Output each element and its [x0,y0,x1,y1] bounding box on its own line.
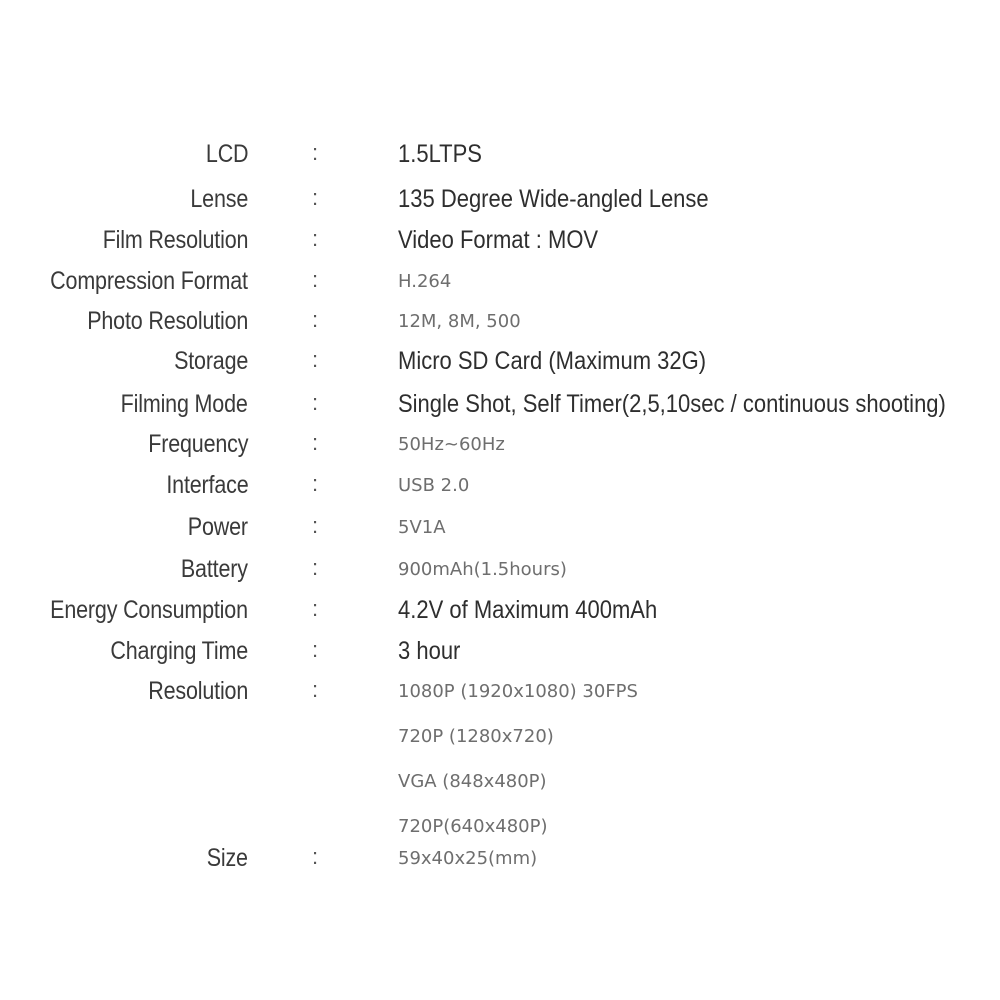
spec-value [398,267,451,292]
spec-value-line: 135 Degree Wide-angled Lense [398,185,709,213]
spec-row-film-resolution [0,226,1000,266]
spec-label: Frequency [147,430,248,458]
spec-value [398,185,751,214]
spec-separator: : [312,140,319,165]
spec-row-photo-resolution [0,307,1000,347]
spec-label: LCD [205,140,248,168]
spec-row-resolution [0,677,1000,847]
spec-label: Energy Consumption [50,596,248,624]
spec-label: Resolution [148,677,248,705]
spec-separator: : [312,307,319,332]
spec-value [398,140,493,169]
spec-row-battery [0,555,1000,595]
spec-row-frequency [0,430,1000,470]
spec-value-line: Single Shot, Self Timer(2,5,10sec / continuous shooting) [398,390,946,418]
spec-value [398,226,625,255]
spec-value-line: 900mAh(1.5hours) [398,559,567,580]
spec-value [398,637,469,666]
spec-value-line: USB 2.0 [398,475,470,496]
spec-value-line: 5V1A [398,517,446,538]
spec-separator: : [312,347,319,372]
spec-label: Photo Resolution [86,307,248,335]
spec-value [398,471,469,496]
spec-row-power [0,513,1000,553]
spec-value-line: 720P (1280x720) [398,726,554,747]
spec-value-line: 59x40x25(mm) [398,848,538,869]
spec-separator: : [312,226,319,251]
spec-row-filming-mode [0,390,1000,430]
spec-value-line: 50Hz~60Hz [398,434,505,455]
spec-label: Compression Format [50,267,248,295]
spec-row-lcd [0,140,1000,180]
spec-value-line: VGA (848x480P) [398,771,547,792]
spec-value [398,390,1000,419]
spec-label: Storage [173,347,248,375]
spec-separator: : [312,513,319,538]
spec-row-energy-consumption [0,596,1000,636]
spec-value [398,555,567,580]
spec-value-line: 1.5LTPS [398,140,482,168]
spec-value [398,430,505,455]
spec-separator: : [312,677,319,702]
spec-row-size [0,844,1000,884]
spec-value [398,347,748,376]
spec-value-line: H.264 [398,271,452,292]
spec-label: Film Resolution [102,226,248,254]
spec-separator: : [312,637,319,662]
spec-label: Size [206,844,248,872]
spec-value-line: 3 hour [398,637,461,665]
spec-value-line: 12M, 8M, 500 [398,311,521,332]
spec-separator: : [312,596,319,621]
spec-value [398,844,537,869]
spec-separator: : [312,471,319,496]
spec-row-compression-format [0,267,1000,307]
spec-value-line: Micro SD Card (Maximum 32G) [398,347,707,375]
spec-value [398,513,446,538]
spec-value [398,307,521,332]
spec-value-line: 4.2V of Maximum 400mAh [398,596,658,624]
spec-value-line: 1080P (1920x1080) 30FPS [398,681,638,702]
spec-separator: : [312,555,319,580]
spec-value [398,677,638,857]
spec-label: Lense [190,185,248,213]
spec-label: Filming Mode [121,390,248,418]
spec-label: Battery [181,555,248,583]
spec-row-lense [0,185,1000,225]
spec-separator: : [312,844,319,869]
spec-separator: : [312,267,319,292]
spec-value [398,596,693,625]
spec-value-line: 720P(640x480P) [398,816,548,837]
spec-row-charging-time [0,637,1000,677]
spec-row-storage [0,347,1000,387]
spec-value-line: Video Format : MOV [398,226,599,254]
spec-separator: : [312,185,319,210]
spec-separator: : [312,390,319,415]
spec-label: Power [187,513,248,541]
spec-separator: : [312,430,319,455]
spec-label: Charging Time [110,637,248,665]
spec-row-interface [0,471,1000,511]
spec-label: Interface [165,471,248,499]
